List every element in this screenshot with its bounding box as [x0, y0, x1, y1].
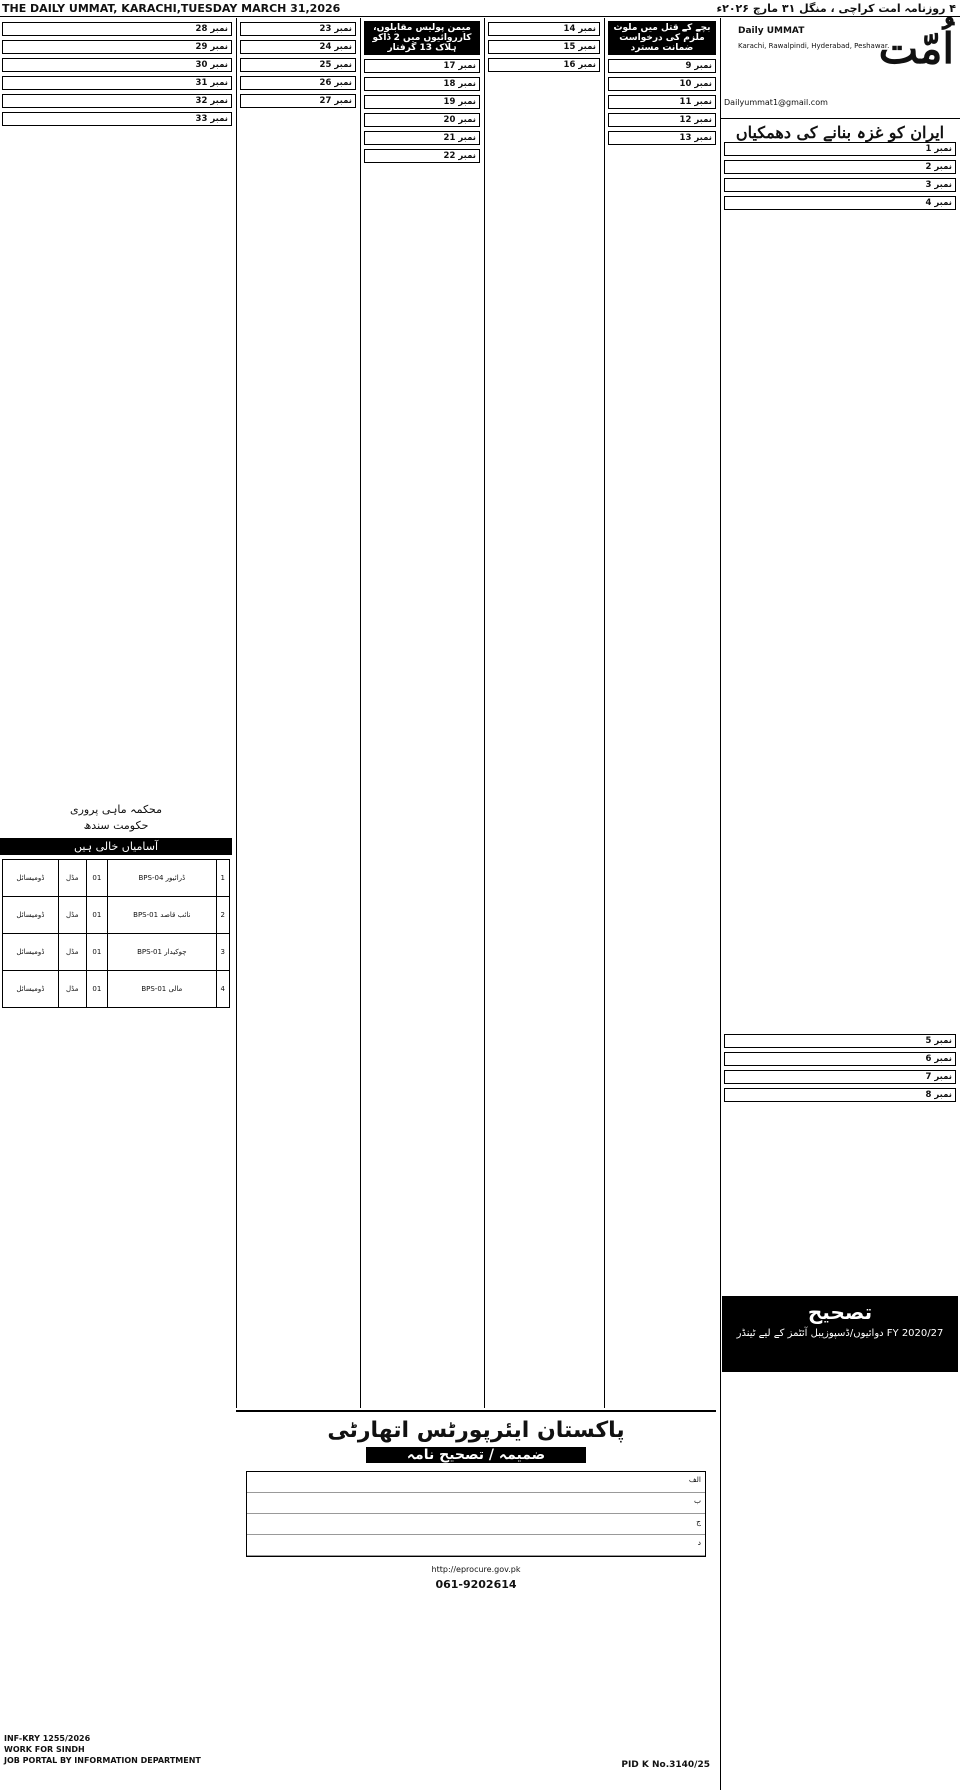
item-label: نمبر 3 [724, 178, 956, 192]
airport-authority-ad [236, 1410, 716, 1774]
airport-row: ج [247, 1514, 705, 1535]
item-label: نمبر 8 [724, 1088, 956, 1102]
job-portal: JOB PORTAL BY INFORMATION DEPARTMENT [4, 1755, 201, 1766]
masthead-cities: Karachi, Rawalpindi, Hyderabad, Peshawar. [738, 42, 889, 50]
column-rule [484, 18, 485, 1408]
item-label: نمبر 5 [724, 1034, 956, 1048]
item-label: نمبر 17 [364, 59, 480, 73]
item-label: نمبر 19 [364, 95, 480, 109]
item-label: نمبر 29 [2, 40, 232, 54]
item-label: نمبر 16 [488, 58, 600, 72]
vacancy-cell: 01 [86, 897, 107, 934]
vacancy-cell: ڈومیسائل [3, 934, 59, 971]
vacancy-cell: 3 [216, 934, 229, 971]
item-label: نمبر 32 [2, 94, 232, 108]
item-label: نمبر 6 [724, 1052, 956, 1066]
police-headline: میمن پولیس مقابلوں، کارروائیوں میں 2 ڈاکو ہلاک 13 گرفتار [364, 21, 480, 55]
vacancy-cell: چوکیدار BPS-01 [108, 934, 217, 971]
ummat-logo: اُمّت [879, 24, 954, 73]
airport-row: الف [247, 1472, 705, 1493]
item-label: نمبر 4 [724, 196, 956, 210]
column-rule [360, 18, 361, 1408]
column-rule [720, 18, 721, 1790]
vacancy-banner: آسامیاں خالی ہیں [0, 838, 232, 855]
airport-title: پاکستان ایئرپورٹس اتھارٹی [236, 1418, 716, 1443]
item-label: نمبر 18 [364, 77, 480, 91]
correction-title: تصحیح [722, 1300, 958, 1324]
item-label: نمبر 26 [240, 76, 356, 90]
correction-text: FY 2020/27 دوائیوں/ڈسپوزیبل آئٹمز کے لیے ٹینڈر [722, 1328, 958, 1339]
item-label: نمبر 20 [364, 113, 480, 127]
item-label: نمبر 13 [608, 131, 716, 145]
vacancy-dept: محکمہ ماہی پروری [0, 802, 232, 818]
item-label: نمبر 14 [488, 22, 600, 36]
airport-row: د [247, 1535, 705, 1556]
inf-block [4, 1733, 201, 1766]
vacancy-cell: مڈل [58, 860, 86, 897]
column-rule [604, 18, 605, 1408]
vacancy-cell: 4 [216, 971, 229, 1008]
correction-ad [722, 1296, 958, 1372]
vacancy-ad [0, 802, 232, 1772]
column-1 [724, 124, 956, 1292]
vacancy-row [3, 897, 230, 934]
airport-phone: 061-9202614 [236, 1578, 716, 1591]
item-label: نمبر 28 [2, 22, 232, 36]
item-label: نمبر 9 [608, 59, 716, 73]
vacancy-table [2, 859, 230, 1008]
item-label: نمبر 7 [724, 1070, 956, 1084]
vacancy-cell: ڈومیسائل [3, 971, 59, 1008]
vacancy-cell: ڈومیسائل [3, 897, 59, 934]
vacancy-cell: ڈومیسائل [3, 860, 59, 897]
vacancy-cell: مالی BPS-01 [108, 971, 217, 1008]
vacancy-cell: نائب قاصد BPS-01 [108, 897, 217, 934]
vacancy-row [3, 971, 230, 1008]
item-label: نمبر 24 [240, 40, 356, 54]
column-6 [2, 18, 232, 798]
pid-number: PID K No.3140/25 [621, 1760, 710, 1770]
side-headline: بچے کے قتل میں ملوث ملزم کی درخواست ضمانت مسترد [608, 21, 716, 55]
vacancy-cell: 01 [86, 934, 107, 971]
item-label: نمبر 30 [2, 58, 232, 72]
inf-number: INF-KRY 1255/2026 [4, 1733, 201, 1744]
column-2 [608, 18, 716, 1408]
vacancy-cell: 01 [86, 860, 107, 897]
masthead [720, 18, 960, 119]
vacancy-govt: حکومت سندھ [0, 818, 232, 834]
masthead-name: Daily UMMAT [738, 26, 804, 36]
column-1-lower [724, 1030, 956, 1104]
masthead-email: Dailyummat1@gmail.com [724, 98, 828, 107]
item-label: نمبر 27 [240, 94, 356, 108]
headline-iran: ایران کو غزہ بنانے کی دھمکیاں [724, 128, 956, 138]
item-label: نمبر 22 [364, 149, 480, 163]
top-bar [0, 0, 960, 17]
column-3 [488, 18, 600, 1408]
english-dateline: THE DAILY UMMAT, KARACHI,TUESDAY MARCH 31,2026 [0, 2, 340, 15]
item-label: نمبر 23 [240, 22, 356, 36]
item-label: نمبر 21 [364, 131, 480, 145]
vacancy-cell: 2 [216, 897, 229, 934]
item-label: نمبر 1 [724, 142, 956, 156]
vacancy-cell: مڈل [58, 934, 86, 971]
urdu-dateline: ۴ روزنامہ امت کراچی ، منگل ۳۱ مارچ ۲۰۲۶ء [717, 2, 960, 15]
item-label: نمبر 25 [240, 58, 356, 72]
column-5 [240, 18, 356, 1408]
item-label: نمبر 10 [608, 77, 716, 91]
vacancy-cell: مڈل [58, 971, 86, 1008]
airport-subtitle: ضمیمہ / تصحیح نامہ [366, 1447, 586, 1463]
item-label: نمبر 12 [608, 113, 716, 127]
vacancy-cell: مڈل [58, 897, 86, 934]
vacancy-cell: 01 [86, 971, 107, 1008]
column-rule [236, 18, 237, 1408]
item-label: نمبر 11 [608, 95, 716, 109]
vacancy-row [3, 934, 230, 971]
eprocure-link[interactable]: http://eprocure.gov.pk [236, 1565, 716, 1574]
vacancy-cell: ڈرائیور BPS-04 [108, 860, 217, 897]
work-for-sindh: WORK FOR SINDH [4, 1744, 201, 1755]
airport-table [246, 1471, 706, 1557]
vacancy-row [3, 860, 230, 897]
vacancy-cell: 1 [216, 860, 229, 897]
column-4 [364, 18, 480, 1408]
item-label: نمبر 33 [2, 112, 232, 126]
airport-row: ب [247, 1493, 705, 1514]
item-label: نمبر 15 [488, 40, 600, 54]
item-label: نمبر 2 [724, 160, 956, 174]
item-label: نمبر 31 [2, 76, 232, 90]
